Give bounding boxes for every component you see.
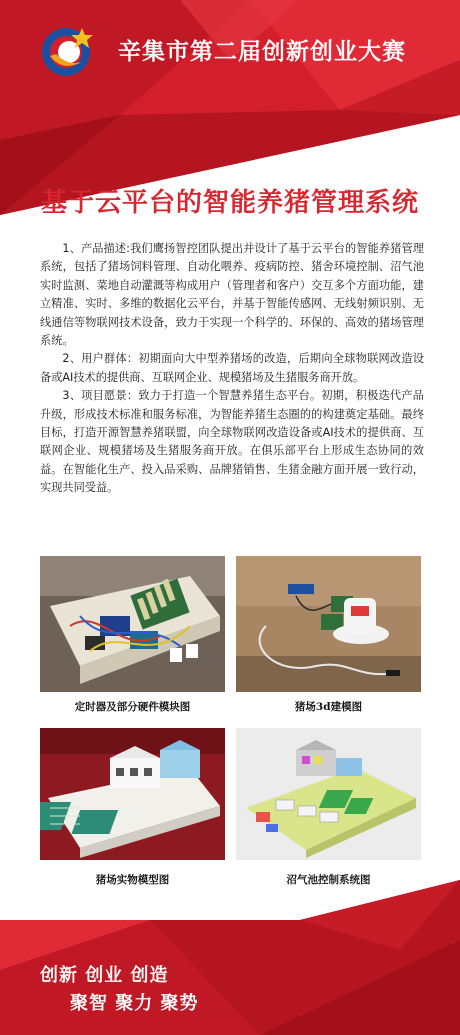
caption-hardware: 定时器及部分硬件模块图 xyxy=(74,701,191,713)
slogan-line-1: 创新 创业 创造 xyxy=(40,965,169,986)
sensor-photo xyxy=(236,556,421,692)
contest-title: 辛集市第二届创新创业大赛 xyxy=(118,39,406,65)
hardware-photo xyxy=(40,556,225,692)
slogan-line-2: 聚智 聚力 聚势 xyxy=(70,993,199,1014)
caption-physical-model: 猪场实物模型图 xyxy=(95,874,170,886)
physical-model-photo xyxy=(40,728,225,860)
page-title: 基于云平台的智能养猪管理系统 xyxy=(40,188,419,218)
biogas-render-photo xyxy=(236,728,421,860)
caption-biogas-control: 沼气池控制系统图 xyxy=(286,874,371,886)
footer-band xyxy=(0,880,460,1035)
paragraph-users: 2、用户群体：初期面向大中型养猪场的改造，后期向全球物联网改造设备或AI技术的提供商、互联网企业、规模猪场及生猪服务商开放。 xyxy=(40,352,424,384)
caption-3d-model: 猪场3d建模图 xyxy=(294,701,363,713)
project-description xyxy=(40,240,424,498)
paragraph-product: 1、产品描述:我们鹰扬智控团队提出并设计了基于云平台的智能养猪管理系统，包括了猪场饲料管理、自动化喂养、疫病防控、猪舍环境控制、沼气池实时监测、菜地自动灌溉等构成用户（管理者和客户）交互多个方面功能，建立精准、实时、多维的数据化云平台，并基于智能传感网、无线射频识别、无线通信等物联网技术设备，致力于实现一个科学的、环保的、高效的猪场管理系统。 xyxy=(40,242,424,348)
contest-logo xyxy=(38,22,96,80)
paragraph-vision: 3、项目愿景：致力于打造一个智慧养猪生态平台。初期，积极迭代产品升级，形成技术标准和服务标准，为智能养猪生态圈的的构建奠定基础。最终目标，打造开源智慧养猪联盟，向全球物联网改造设备或AI技术的提供商、互联网企业、规模猪场及生猪服务商开放。在俱乐部平台上形成生态协同的效益。在智能化生产、投入品采购、品牌猪销售、生猪金融方面开展一致行动，实现共同受益。 xyxy=(40,389,424,495)
